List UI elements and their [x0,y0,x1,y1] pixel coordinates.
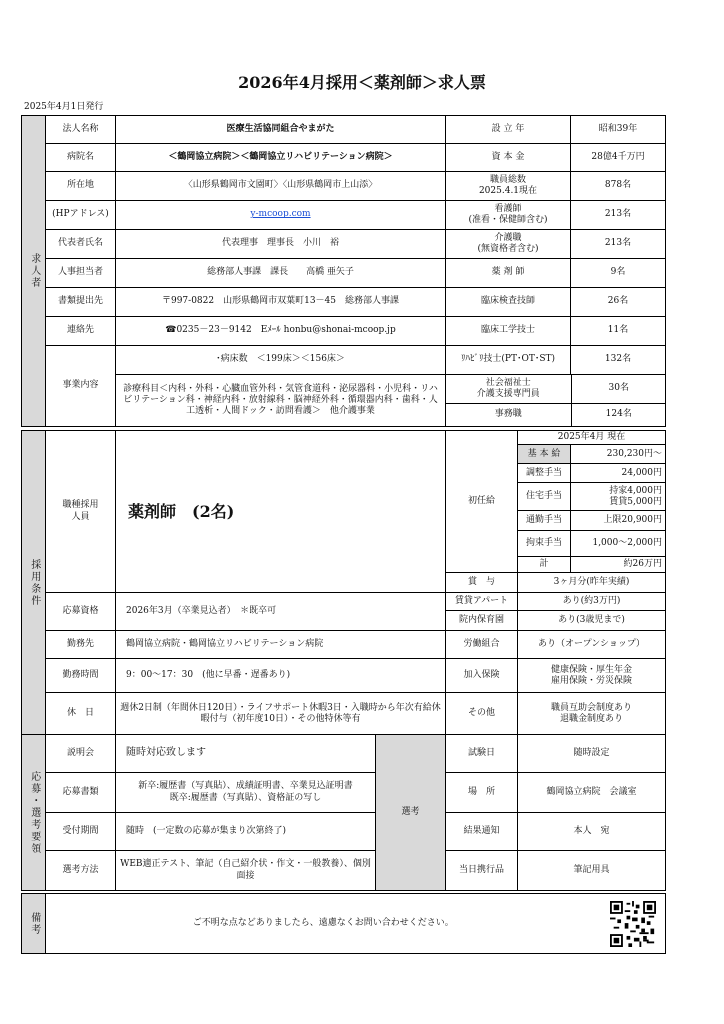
section-notes-heading: 備考 [28,911,40,936]
docs-value: 〒997-0822 山形県鶴岡市双葉町13－45 総務部人事課 [116,288,446,317]
hp-link[interactable]: y-mcoop.com [250,209,311,220]
corp-value: 医療生活協同組合やまがた [116,116,446,144]
exam-label: 試験日 [446,735,518,773]
office-label: 事務職 [446,403,571,426]
issue-date: 2025年4月1日発行 [24,102,104,112]
sw-value: 30名 [571,375,666,403]
section-application [22,735,46,891]
staff-value: 878名 [571,172,666,201]
hp-link-cell [116,201,446,230]
rehab-label: ﾘﾊﾋﾞﾘ技士(PT･OT･ST) [446,346,571,375]
rep-value: 代表理事 理事長 小川 裕 [116,230,446,259]
salary-item-label: 通勤手当 [518,511,571,531]
salary-item-value: 持家4,000円 賃貸5,000円 [571,483,666,511]
salary-item-label: 住宅手当 [518,483,571,511]
bring-label: 当日携行品 [446,851,518,891]
address-value: 〈山形県鶴岡市文園町〉〈山形県鶴岡市上山添〉 [116,172,446,201]
apply-docs-label: 応募書類 [46,773,116,813]
est-value: 昭和39年 [571,116,666,144]
biz-label: 事業内容 [46,346,116,427]
address-label: 所在地 [46,172,116,201]
ins-label: 加入保険 [446,659,518,693]
job-label: 職種採用 人員 [46,431,116,593]
section-conditions-heading: 採用条件 [28,558,40,607]
ce-value: 11名 [571,317,666,346]
corp-label: 法人名称 [46,116,116,144]
est-label: 設 立 年 [446,116,571,144]
sw-office-cell [446,375,666,427]
application-table [21,734,666,891]
job-value: 薬剤師 (2名) [116,431,446,593]
salary-asof: 2025年4月 現在 [518,431,666,445]
notes-table [21,893,666,954]
salary-item-value: 約26万円 [571,557,666,573]
bring-value: 筆記用具 [518,851,666,891]
salary-item-label: 調整手当 [518,464,571,483]
section-notes [22,894,46,954]
method-value: WEB適正テスト、筆記（自己紹介状・作文・一般教養）、個別面接 [116,851,376,891]
rep-label: 代表者氏名 [46,230,116,259]
salary-item-value: 1,000～2,000円 [571,531,666,557]
salary-item-label: 基 本 給 [518,445,571,464]
ins-value: 健康保険・厚生年金 雇用保険・労災保険 [518,659,666,693]
pharm-value: 9名 [571,259,666,288]
qr-code-icon[interactable] [610,901,656,947]
docs-label: 書類提出先 [46,288,116,317]
salary-label: 初任給 [446,431,518,573]
apply-docs-value: 新卒:履歴書（写真貼）、成績証明書、卒業見込証明書 既卒:履歴書（写真貼）、資格証の写し [116,773,376,813]
qual-value: 2026年3月（卒業見込者） ＊既卒可 [116,593,446,631]
employer-table [21,115,666,427]
hr-label: 人事担当者 [46,259,116,288]
section-employer-heading: 求人者 [28,253,40,289]
hp-label: (HPアドレス) [46,201,116,230]
method-label: 選考方法 [46,851,116,891]
salary-item-value: 24,000円 [571,464,666,483]
nurse-value: 213名 [571,201,666,230]
office-value: 124名 [605,409,632,420]
rehab-value: 132名 [571,346,666,375]
sw-label: 社会福祉士 介護支援専門員 [446,375,571,403]
contact-label: 連絡先 [46,317,116,346]
bonus-value: 3ヶ月分(昨年実績) [518,573,666,593]
hr-value: 総務部人事課 課長 高橋 亜矢子 [116,259,446,288]
lab-value: 26名 [571,288,666,317]
hospital-value: ＜鶴岡協立病院＞＜鶴岡協立リハビリテーション病院＞ [116,144,446,172]
apt-value: あり(約3万円) [518,593,666,611]
other-value: 職員互助会制度あり 退職金制度あり [518,693,666,735]
lab-label: 臨床検査技師 [446,288,571,317]
period-value: 随時 (一定数の応募が集まり次第終了) [116,813,376,851]
brief-value: 随時対応致します [116,735,376,773]
nurse-label: 看護師 (准看・保健師含む) [446,201,571,230]
union-label: 労働組合 [446,631,518,659]
exam-value: 随時設定 [518,735,666,773]
pharm-label: 薬 剤 師 [446,259,571,288]
page-title: 2026年4月採用＜薬剤師＞求人票 [238,73,486,92]
nursery-label: 院内保育園 [446,611,518,631]
hospital-label: 病院名 [46,144,116,172]
qr-cell [601,894,666,954]
section-conditions [22,431,46,735]
qual-label: 応募資格 [46,593,116,631]
nursery-value: あり(3歳児まで) [518,611,666,631]
salary-item-label: 拘束手当 [518,531,571,557]
care-label: 介護職 (無資格者含む) [446,230,571,259]
notes-text: ご不明な点などありましたら、遠慮なくお問い合わせください。 [46,894,601,954]
brief-label: 説明会 [46,735,116,773]
capital-label: 資 本 金 [446,144,571,172]
hol-label: 休 日 [46,693,116,735]
staff-label: 職員総数 2025.4.1現在 [446,172,571,201]
work-value: 鶴岡協立病院・鶴岡協立リハビリテーション病院 [116,631,446,659]
hol-value: 週休2日制（年間休日120日）・ライフサポート休暇3日・入職時から年次有給休暇付与（初年度10日）・その他特休等有 [116,693,446,735]
hours-label: 勤務時間 [46,659,116,693]
conditions-table [21,430,666,735]
result-value: 本人 宛 [518,813,666,851]
bonus-label: 賞 与 [446,573,518,593]
section-application-heading: 応募・選考要領 [28,770,40,855]
dept-value: 診療科目＜内科・外科・心臓血管外科・気管食道科・泌尿器科・小児科・リハビリテーション科・神経内科・放射線科・脳神経外科・循環器内科・歯科・人工透析・人間ドック・訪問看護＞ 他介護事業 [116,375,446,427]
ce-label: 臨床工学技士 [446,317,571,346]
capital-value: 28億4千万円 [571,144,666,172]
section-employer [22,116,46,427]
hours-value: 9：00～17：30 (他に早番・遅番あり) [116,659,446,693]
place-value: 鶴岡協立病院 会議室 [518,773,666,813]
result-label: 結果通知 [446,813,518,851]
salary-item-label: 計 [518,557,571,573]
other-label: その他 [446,693,518,735]
care-value: 213名 [571,230,666,259]
salary-item-value: 230,230円～ [571,445,666,464]
apt-label: 賃貸アパート [446,593,518,611]
period-label: 受付期間 [46,813,116,851]
selection-label: 選考 [376,735,446,891]
salary-item-value: 上限20,900円 [571,511,666,531]
union-value: あり（オープンショップ） [518,631,666,659]
contact-value: ☎0235－23－9142 Eﾒｰﾙ honbu@shonai-mcoop.jp [116,317,446,346]
work-label: 勤務先 [46,631,116,659]
place-label: 場 所 [446,773,518,813]
beds-value: ･病床数 ＜199床＞＜156床＞ [116,346,446,375]
